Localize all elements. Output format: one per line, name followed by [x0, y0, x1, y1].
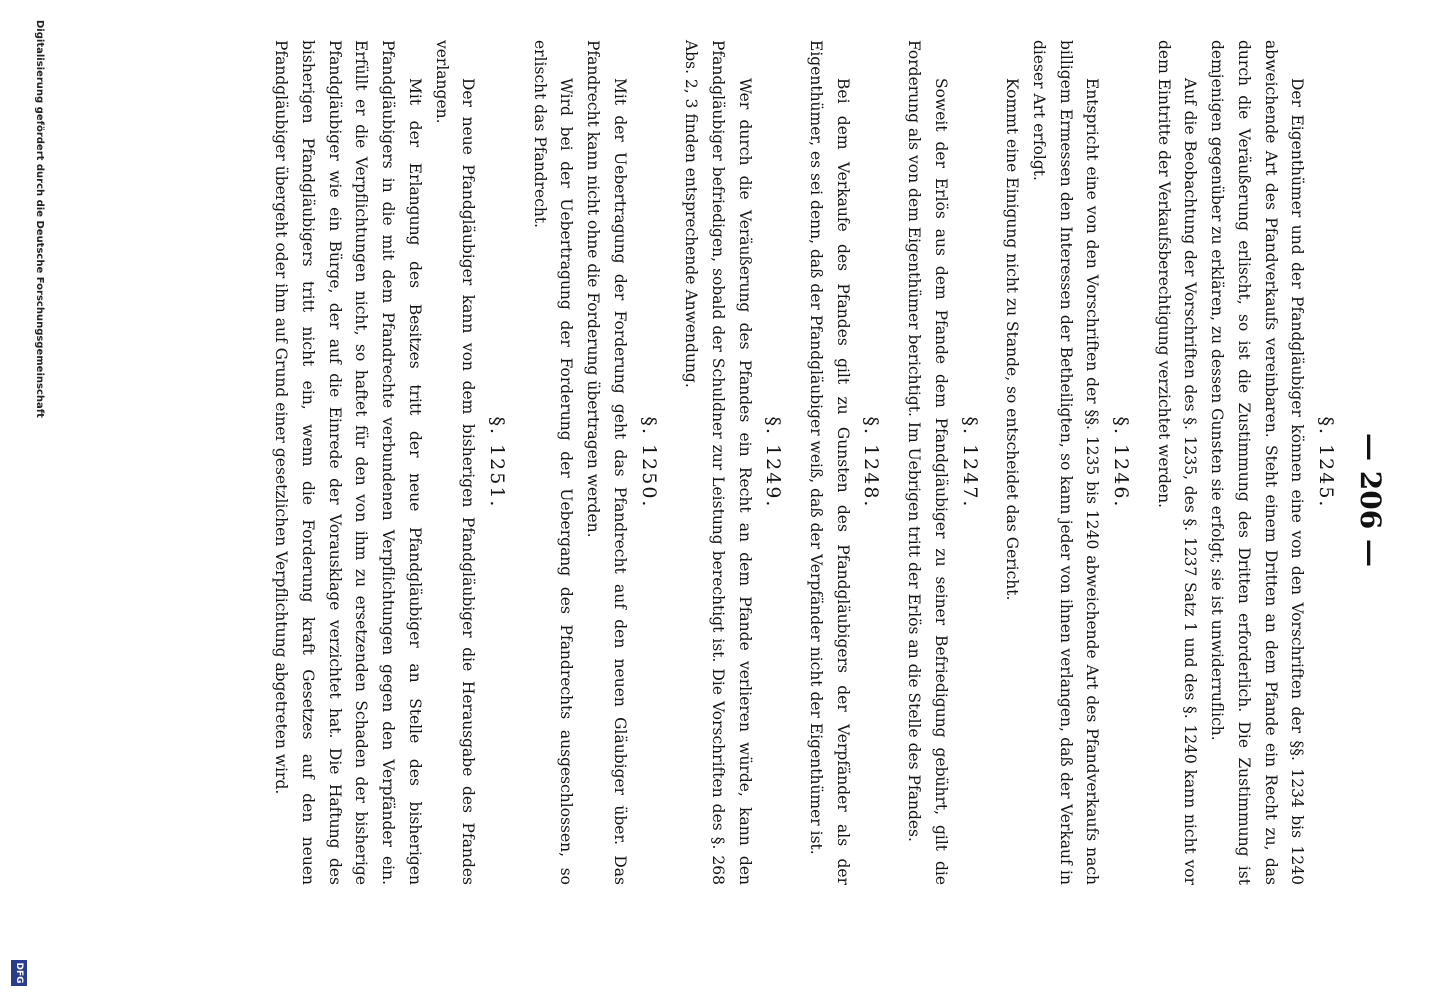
section-1247 [900, 40, 982, 885]
paragraph: Mit der Erlangung des Besitzes tritt der neue Pfandgläubiger an Stelle des bisherigen Pfandgläubigers in die mit dem Pfandrechte verbundenen Verpflichtungen gegen den Verpfänder ein. Erfüllt er die Verpflichtungen nicht, so haftet für den von ihm zu ersetzenden Schaden der bisherige Pfandgläubiger wie ein Bürge, der auf die Einrede der Vorausklage verzichtet hat. Die Haftung des bisherigen Pfandgläubigers tritt nicht ein, wenn die Forderung kraft Gesetzes auf den neuen Pfandgläubiger übergeht oder ihm auf Grund einer gesetzlichen Verpflichtung abgetreten wird. [272, 40, 424, 885]
section-title: §. 1245. [1315, 416, 1337, 509]
digitization-note: Digitalisierung gefördert durch die Deutsche Forschungsgemeinschaft [34, 20, 45, 418]
section-1251 [268, 40, 510, 885]
paragraph: Der neue Pfandgläubiger kann von dem bisherigen Pfandgläubiger die Herausgabe des Pfandes verlangen. [432, 40, 478, 885]
section-1250 [526, 40, 662, 885]
paragraph: Auf die Beobachtung der Vorschriften des §. 1235, des §. 1237 Satz 1 und des §. 1240 kann nicht vor dem Eintritte der Verkaufsberechtigung verzichtet werden. [1154, 40, 1200, 885]
section-1249 [678, 40, 787, 885]
section-title: §. 1246. [1110, 416, 1133, 509]
page-number-header: — 206 — [1354, 433, 1387, 567]
paragraph: Wer durch die Veräußerung des Pfandes ein Recht an dem Pfande verlieren würde, kann den Pfandgläubiger befriedigen, sobald der Schuldner zur Leistung berechtigt ist. Die Vorschriften des §. 268 Abs. 2, 3 finden entsprechende Anwendung. [682, 40, 754, 885]
paragraph: Mit der Uebertragung der Forderung geht das Pfandrecht auf den neuen Gläubiger über. Das Pfandrecht kann nicht ohne die Forderung übertragen werden. [584, 40, 629, 885]
paragraph: Wird bei der Uebertragung der Forderung der Uebergang des Pfandrechts ausgeschlossen, so erlischt das Pfandrecht. [530, 40, 576, 885]
section-1245 [1150, 40, 1339, 885]
paragraph: Kommt eine Einigung nicht zu Stande, so entscheidet das Gericht. [1003, 78, 1022, 601]
paragraph: Bei dem Verkaufe des Pfandes gilt zu Gunsten des Pfandgläubigers der Verpfänder als der Eigenthümer, es sei denn, daß der Pfandgläubiger weiß, daß der Verpfänder nicht der Eigenthümer ist. [807, 40, 852, 885]
section-title: §. 1251. [486, 416, 509, 509]
section-1248 [802, 40, 884, 885]
paragraph: Entspricht eine von den Vorschriften der §§. 1235 bis 1240 abweichende Art des Pfandverkaufs nach billigem Ermessen den Interessen der Betheiligten, so kann jeder von ihnen verlangen, daß der Verkauf in dieser Art erfolgt. [1029, 40, 1102, 885]
section-title: §. 1248. [860, 416, 883, 509]
legal-text-body [268, 40, 1343, 885]
section-1246 [999, 40, 1135, 885]
section-title: §. 1249. [762, 416, 785, 509]
section-title: §. 1247. [958, 416, 981, 509]
section-title: §. 1250. [637, 416, 660, 509]
paragraph: Der Eigenthümer und der Pfandgläubiger können eine von den Vorschriften der §§. 1234 bis 1240 abweichende Art des Pfandverkaufs vereinbaren. Steht einem Dritten an dem Pfande ein Recht zu, das durch die Veräußerung erlischt, so ist die Zustimmung des Dritten erforderlich. Die Zustimmung ist demjenigen gegenüber zu erklären, zu dessen Gunsten sie erfolgt; sie ist unwiderruflich. [1208, 40, 1307, 885]
paragraph: Soweit der Erlös aus dem Pfande dem Pfandgläubiger zu seiner Befriedigung gebührt, gilt die Forderung als von dem Eigenthümer berichtigt. Im Uebrigen tritt der Erlös an die Stelle des Pfandes. [905, 40, 950, 885]
dfg-logo: DFG [11, 960, 27, 986]
